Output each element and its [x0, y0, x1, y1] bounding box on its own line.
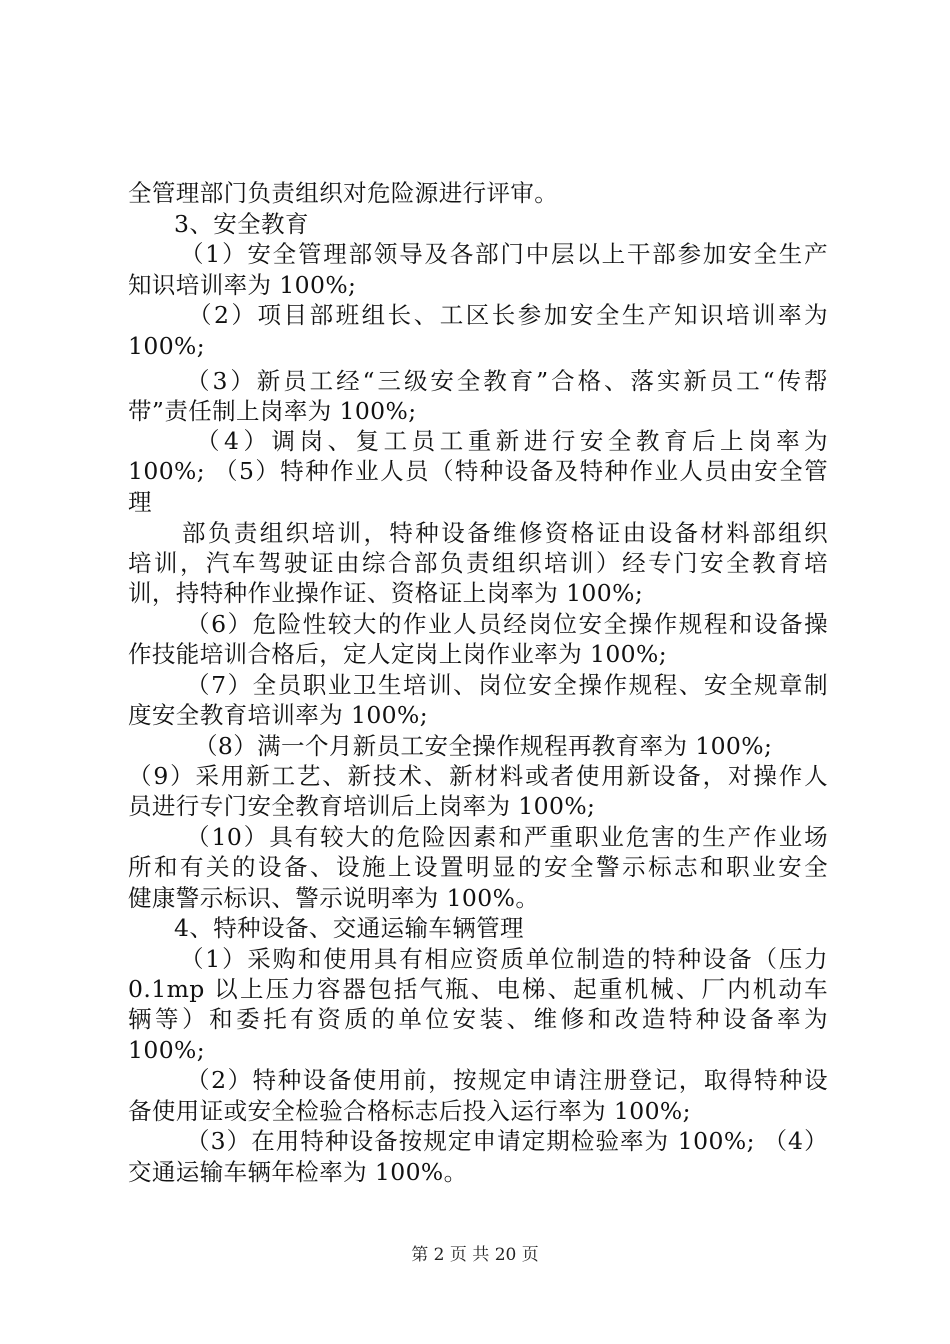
- section-heading: 4、特种设备、交通运输车辆管理: [174, 914, 524, 942]
- text-line: 部负责组织培训，特种设备维修资格证由设备材料部组织: [182, 519, 828, 547]
- text-line: （1）采购和使用具有相应资质单位制造的特种设备（压力: [180, 945, 828, 973]
- text-line: （2）特种设备使用前，按规定申请注册登记，取得特种设: [186, 1066, 828, 1094]
- text-line: （8）满一个月新员工安全操作规程再教育率为 100%;: [194, 732, 773, 760]
- text-line: （6）危险性较大的作业人员经岗位安全操作规程和设备操: [186, 610, 828, 638]
- text-line: 辆等）和委托有资质的单位安装、维修和改造特种设备率为: [128, 1005, 828, 1033]
- text-line: （3）新员工经“三级安全教育”合格、落实新员工“传帮: [186, 367, 828, 395]
- text-line: 员进行专门安全教育培训后上岗率为 100%;: [128, 792, 596, 820]
- text-line: 全管理部门负责组织对危险源进行评审。: [128, 179, 559, 207]
- text-line: （1）安全管理部领导及各部门中层以上干部参加安全生产: [180, 240, 828, 268]
- text-line: 100%; （5）特种作业人员（特种设备及特种作业人员由安全管: [128, 457, 828, 485]
- text-line: 作技能培训合格后，定人定岗上岗作业率为 100%;: [128, 640, 668, 668]
- text-line: 100%;: [128, 332, 206, 360]
- text-line: （7）全员职业卫生培训、岗位安全操作规程、安全规章制: [186, 671, 828, 699]
- text-line: （9）采用新工艺、新技术、新材料或者使用新设备，对操作人: [128, 762, 828, 790]
- page-number-footer: 第 2 页 共 20 页: [411, 1245, 539, 1265]
- text-line: （10）具有较大的危险因素和严重职业危害的生产作业场: [186, 823, 828, 851]
- text-line: （3）在用特种设备按规定申请定期检验率为 100%; （4）: [186, 1127, 828, 1155]
- text-line: （4）调岗、复工员工重新进行安全教育后上岗率为: [196, 427, 828, 455]
- text-line: （2）项目部班组长、工区长参加安全生产知识培训率为: [188, 301, 828, 329]
- text-line: 备使用证或安全检验合格标志后投入运行率为 100%;: [128, 1097, 691, 1125]
- text-line: 度安全教育培训率为 100%;: [128, 701, 429, 729]
- text-line: 所和有关的设备、设施上设置明显的安全警示标志和职业安全: [128, 853, 828, 881]
- text-line: 训，持特种作业操作证、资格证上岗率为 100%;: [128, 579, 644, 607]
- text-line: 100%;: [128, 1036, 206, 1064]
- section-heading: 3、安全教育: [174, 210, 309, 238]
- text-line: 0.1mp 以上压力容器包括气瓶、电梯、起重机械、厂内机动车: [128, 975, 828, 1003]
- text-line: 交通运输车辆年检率为 100%。: [128, 1158, 468, 1186]
- text-line: 培训，汽车驾驶证由综合部负责组织培训）经专门安全教育培: [128, 549, 828, 577]
- text-line: 带”责任制上岗率为 100%;: [128, 397, 417, 425]
- text-line: 健康警示标识、警示说明率为 100%。: [128, 884, 540, 912]
- text-line: 理: [128, 488, 152, 516]
- text-line: 知识培训率为 100%;: [128, 271, 357, 299]
